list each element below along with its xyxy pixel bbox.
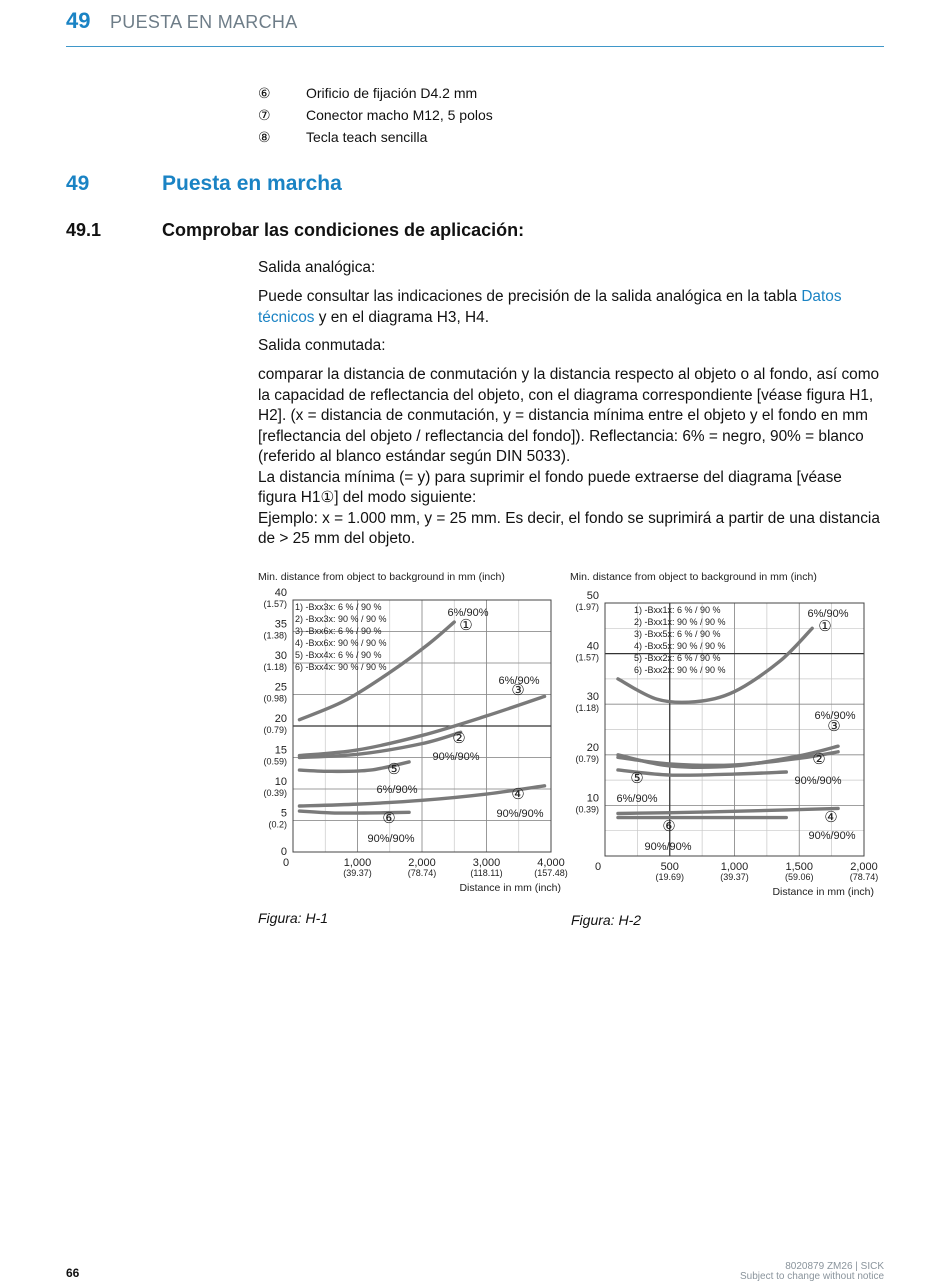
x-tick-sublabel: (19.69) <box>655 872 685 882</box>
chart-legend-entry: 2) -Bxx3x: 90 % / 90 % <box>295 614 387 624</box>
y-tick-sublabel: (0.79) <box>575 753 599 764</box>
x-tick-label: 500 <box>660 861 679 873</box>
subsection-title: Comprobar las condiciones de aplicación: <box>162 220 525 240</box>
section-number: 49 <box>66 172 90 195</box>
y-tick-label: 35 <box>274 618 287 631</box>
series-marker-6: ⑥ <box>662 818 676 835</box>
figure-h1 <box>256 568 576 903</box>
analog-text-end: y en el diagrama H3, H4. <box>314 308 489 326</box>
chart-legend-entry: 4) -Bxx6x: 90 % / 90 % <box>295 638 387 648</box>
x-tick-sublabel: (39.37) <box>720 872 749 882</box>
y-tick-label: 20 <box>586 741 599 754</box>
y-tick-sublabel: (0.39) <box>263 788 287 798</box>
chart-legend-entry: 2) -Bxx1x: 90 % / 90 % <box>634 617 726 627</box>
footer-doc-info <box>740 1262 884 1282</box>
series-marker-1: ① <box>818 618 832 635</box>
x-tick-sublabel: (78.74) <box>407 868 437 878</box>
chart-legend-entry: 3) -Bxx6x: 6 % / 90 % <box>295 626 382 636</box>
series-marker-2: ② <box>812 751 826 768</box>
x-tick-label: 2,000 <box>408 857 436 869</box>
chart-title: Min. distance from object to background in mm (inch) <box>570 571 817 583</box>
page-number: 66 <box>66 1266 80 1280</box>
series-label-5: 6%/90% <box>376 784 418 796</box>
series-marker-1: ① <box>459 617 473 634</box>
figure-h2-caption: Figura: H-2 <box>571 912 642 928</box>
y-tick-sublabel: (0.2) <box>268 819 287 830</box>
series-label-2: 90%/90% <box>432 751 480 763</box>
series-label-1: 6%/90% <box>807 608 849 620</box>
series-line-4 <box>618 808 838 813</box>
analog-paragraph <box>258 287 884 328</box>
series-label-3: 6%/90% <box>498 675 540 687</box>
datos-tecnicos-link[interactable]: Datos técnicos <box>258 288 842 326</box>
series-label-3: 6%/90% <box>814 710 856 722</box>
legend-text: Tecla teach sencilla <box>306 129 428 145</box>
series-marker-3: ③ <box>511 682 525 699</box>
legend-number: ⑥ <box>258 85 271 101</box>
chart-legend-entry: 5) -Bxx2x: 6 % / 90 % <box>634 653 721 663</box>
legend-number: ⑧ <box>258 129 271 145</box>
switch-heading: Salida conmutada: <box>258 337 386 354</box>
y-tick-label: 10 <box>586 792 599 805</box>
chart-legend-entry: 1) -Bxx1x: 6 % / 90 % <box>634 605 721 615</box>
y-tick-sublabel: (1.57) <box>263 599 287 609</box>
x-axis-label: Distance in mm (inch) <box>459 882 561 894</box>
x-tick-sublabel: (118.11) <box>470 868 503 878</box>
y-tick-label: 30 <box>274 650 287 662</box>
legend-text: Conector macho M12, 5 polos <box>306 107 493 123</box>
series-marker-4: ④ <box>824 809 838 826</box>
switch-text-3: Ejemplo: x = 1.000 mm, y = 25 mm. Es decir, el fondo se suprimirá a partir de una distancia de > 25 mm del objeto. <box>258 509 880 547</box>
y-tick-label: 40 <box>274 587 287 599</box>
y-tick-sublabel: (1.18) <box>575 703 599 714</box>
y-tick-sublabel: (1.97) <box>575 602 599 612</box>
chart-legend-entry: 3) -Bxx5x: 6 % / 90 % <box>634 629 721 639</box>
y-tick-label: 5 <box>280 807 287 820</box>
chart-title: Min. distance from object to background in mm (inch) <box>258 571 505 583</box>
footer-doc-id: 8020879 ZM26 | SICK <box>785 1261 884 1272</box>
footer-notice: Subject to change without notice <box>740 1271 884 1282</box>
y-tick-label: 30 <box>586 691 599 704</box>
x-tick-label: 1,000 <box>720 861 749 873</box>
chart-legend-entry: 5) -Bxx4x: 6 % / 90 % <box>295 650 382 660</box>
switch-paragraph <box>258 365 884 550</box>
series-marker-3: ③ <box>827 718 841 735</box>
y-tick-label: 10 <box>274 776 287 788</box>
y-tick-label: 0 <box>280 846 287 858</box>
y-tick-sublabel: (0.79) <box>263 725 287 735</box>
x-tick-sublabel: (78.74) <box>849 872 879 882</box>
x-tick-label: 0 <box>282 857 290 869</box>
y-tick-label: 15 <box>274 744 287 757</box>
y-tick-sublabel: (1.38) <box>263 630 287 641</box>
series-label-2: 90%/90% <box>794 775 842 787</box>
x-tick-label: 4,000 <box>537 857 565 869</box>
page-header <box>66 8 884 47</box>
y-tick-label: 20 <box>274 713 287 725</box>
legend-text: Orificio de fijación D4.2 mm <box>306 85 478 101</box>
series-label-6: 90%/90% <box>644 841 692 853</box>
chart-legend-entry: 1) -Bxx3x: 6 % / 90 % <box>295 602 382 612</box>
chart-legend-entry: 6) -Bxx4x: 90 % / 90 % <box>295 662 387 672</box>
switch-text-2: La distancia mínima (= y) para suprimir el fondo puede extraerse del diagrama [véase figura H1①] del modo siguiente: <box>258 468 842 506</box>
subsection-number: 49.1 <box>66 220 102 240</box>
series-marker-5: ⑤ <box>387 761 401 778</box>
analog-heading: Salida analógica: <box>258 259 376 276</box>
figure-h1-caption: Figura: H-1 <box>258 910 329 926</box>
y-tick-sublabel: (0.39) <box>575 804 599 815</box>
y-tick-label: 50 <box>586 590 599 602</box>
chart-legend-entry: 6) -Bxx2x: 90 % / 90 % <box>634 665 726 675</box>
chart-h2 <box>568 568 886 908</box>
x-axis-label: Distance in mm (inch) <box>772 886 874 898</box>
y-tick-sublabel: (1.57) <box>575 652 599 663</box>
series-marker-4: ④ <box>511 786 525 803</box>
series-label-4: 90%/90% <box>496 808 544 820</box>
y-tick-sublabel: (1.18) <box>263 662 287 672</box>
x-tick-label: 3,000 <box>472 857 501 869</box>
switch-text-1: comparar la distancia de conmutación y la distancia respecto al objeto o al fondo, así como la capacidad de reflectancia del objeto, con el diagrama correspondiente [véase figura H1, H2]. (x = distancia de conmutación, y = distancia mínima entre el objeto y el fondo en mm [reflectancia del objeto / reflectancia del fondo]). Reflectancia: 6% = negro, 90% = blanco (referido al blanco estándar según DIN 5033). <box>258 366 880 465</box>
header-chapter-title: PUESTA EN MARCHA <box>110 12 298 32</box>
series-marker-2: ② <box>452 730 466 747</box>
series-label-5: 6%/90% <box>616 793 658 805</box>
header-chapter-number: 49 <box>66 8 91 33</box>
x-tick-sublabel: (39.37) <box>343 868 372 878</box>
x-tick-label: 0 <box>594 861 602 873</box>
section-title: Puesta en marcha <box>162 172 342 195</box>
x-tick-sublabel: (59.06) <box>784 872 814 882</box>
series-marker-5: ⑤ <box>630 770 644 787</box>
y-tick-label: 25 <box>274 681 287 694</box>
y-tick-sublabel: (0.59) <box>263 756 287 767</box>
x-tick-label: 2,000 <box>850 861 878 873</box>
chart-legend-entry: 4) -Bxx5x: 90 % / 90 % <box>634 641 726 651</box>
series-marker-6: ⑥ <box>382 810 396 827</box>
series-label-6: 90%/90% <box>367 833 415 845</box>
y-tick-sublabel: (0.98) <box>263 693 287 704</box>
figure-h2 <box>568 568 886 908</box>
x-tick-sublabel: (157.48) <box>534 868 568 878</box>
analog-text: Puede consultar las indicaciones de precisión de la salida analógica en la tabla <box>258 288 802 305</box>
chart-h1 <box>256 568 576 903</box>
legend-number: ⑦ <box>258 107 271 123</box>
series-label-4: 90%/90% <box>808 830 856 842</box>
y-tick-label: 40 <box>586 640 599 653</box>
series-label-1: 6%/90% <box>447 607 489 619</box>
x-tick-label: 1,000 <box>343 857 372 869</box>
x-tick-label: 1,500 <box>785 861 814 873</box>
